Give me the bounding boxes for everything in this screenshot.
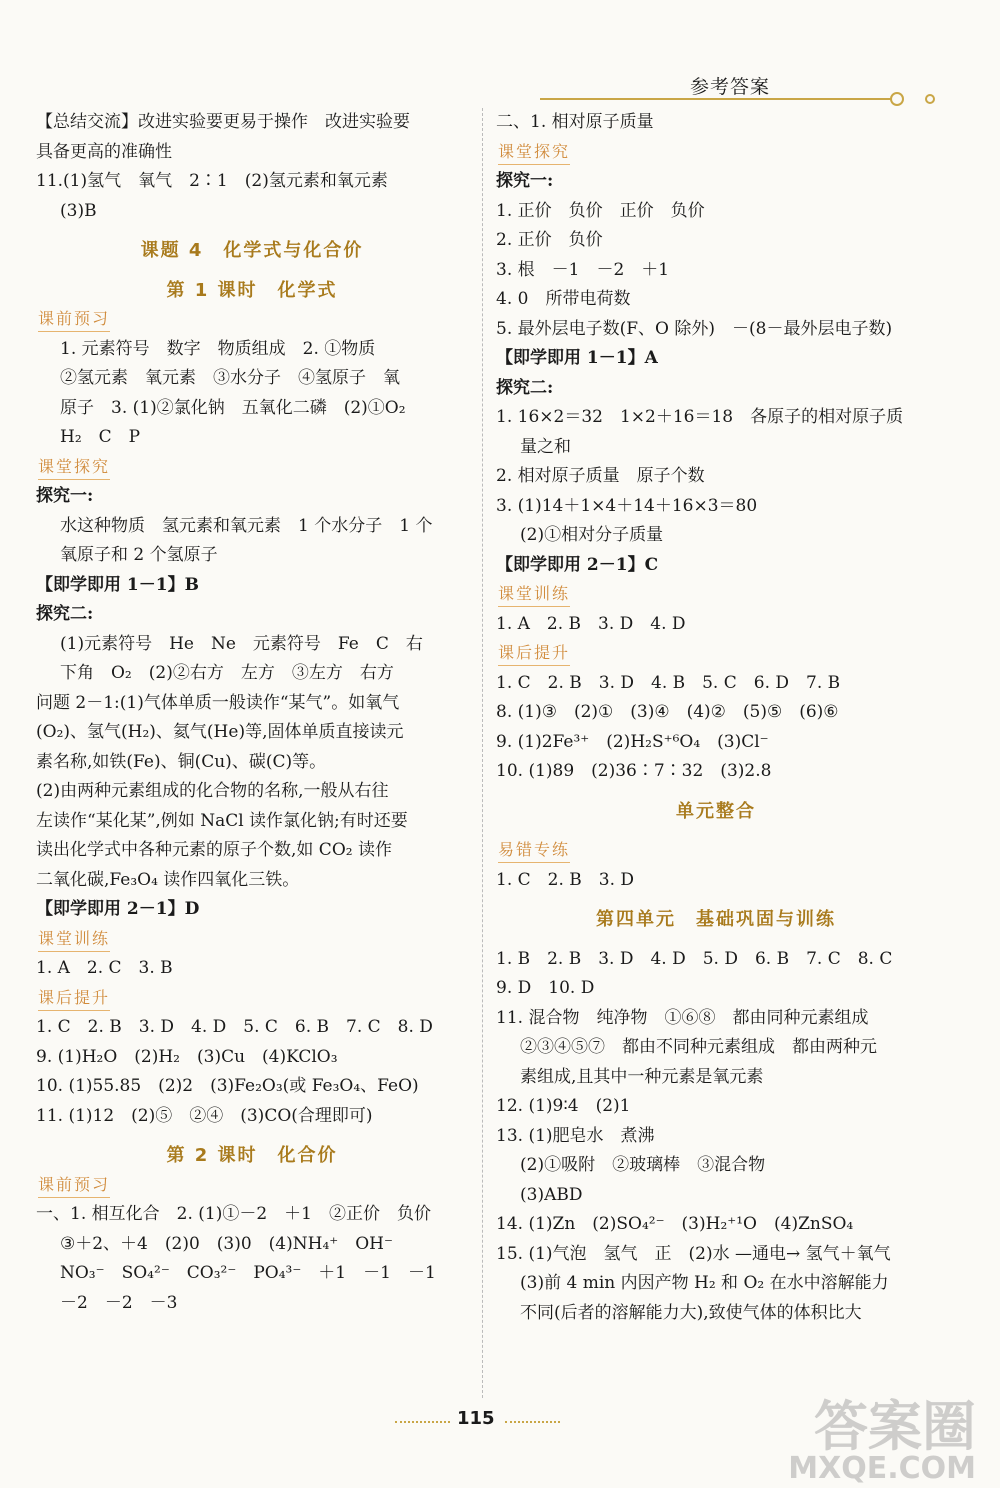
answer-line: 1. C 2. B 3. D 4. B 5. C 6. D 7. B xyxy=(496,672,841,693)
section-title: 第 1 课时 化学式 xyxy=(166,279,338,301)
answer-line: 问题 2－1:(1)气体单质一般读作“某气”。如氧气 xyxy=(36,692,400,713)
section-tag: 易错专练 xyxy=(498,838,570,863)
answer-line: 素组成,且其中一种元素是氧元素 xyxy=(520,1066,764,1087)
header-title: 参考答案 xyxy=(690,76,771,98)
section-tag-row xyxy=(496,138,936,168)
answer-line: －2 －2 －3 xyxy=(60,1292,178,1313)
answer-line: 原子 3. (1)②氯化钠 五氧化二磷 (2)①O₂ xyxy=(60,397,406,418)
answer-line: 1. C 2. B 3. D 4. D 5. C 6. B 7. C 8. D xyxy=(36,1017,433,1037)
footer-dots xyxy=(395,1421,450,1423)
answer-line: 1. A 2. C 3. B xyxy=(36,958,173,978)
answer-line: 量之和 xyxy=(520,436,571,457)
answer-line: 【即学即用 2－1】C xyxy=(496,554,659,575)
spacer xyxy=(36,226,468,236)
answer-line: 3. (1)14＋1×4＋14＋16×3＝80 xyxy=(496,495,758,516)
section-tag: 课堂训练 xyxy=(38,927,110,952)
answer-line: 9. (1)2Fe³⁺ (2)H₂S⁺⁶O₄ (3)Cl⁻ xyxy=(496,731,769,752)
answer-line: 9. (1)H₂O (2)H₂ (3)Cu (4)KClO₃ xyxy=(36,1046,338,1067)
answer-line: 不同(后者的溶解能力大),致使气体的体积比大 xyxy=(520,1302,862,1323)
answer-line: 12. (1)9∶4 (2)1 xyxy=(496,1096,631,1116)
answer-line: 探究一: xyxy=(36,486,94,506)
section-tag-row xyxy=(496,580,936,610)
answer-line: (3)ABD xyxy=(520,1184,583,1205)
footer-dots xyxy=(505,1421,560,1423)
answer-line: 素名称,如铁(Fe)、铜(Cu)、碳(C)等。 xyxy=(36,751,327,772)
section-tag-row xyxy=(36,984,468,1014)
section-tag: 课堂训练 xyxy=(498,582,570,607)
answer-line: 5. 最外层电子数(F、O 除外) －(8－最外层电子数) xyxy=(496,318,893,339)
section-tag: 课前预习 xyxy=(38,307,110,332)
answer-line: 2. 相对原子质量 原子个数 xyxy=(496,466,705,486)
spacer xyxy=(496,787,936,797)
answer-line: H₂ C P xyxy=(60,427,141,447)
answer-line: 下角 O₂ (2)②右方 左方 ③左方 右方 xyxy=(60,663,394,683)
watermark-logo-text: 答案圈 xyxy=(814,1395,976,1458)
answer-line: (2)①吸附 ②玻璃棒 ③混合物 xyxy=(520,1155,766,1175)
spacer xyxy=(496,826,936,836)
answer-line: 1. 正价 负价 正价 负价 xyxy=(496,200,705,221)
answer-line: 8. (1)③ (2)① (3)④ (4)② (5)⑤ (6)⑥ xyxy=(496,702,839,722)
answer-line: 1. A 2. B 3. D 4. D xyxy=(496,613,686,634)
watermark-url: MXQE.COM xyxy=(788,1451,976,1486)
section-tag: 课后提升 xyxy=(38,986,110,1011)
left-column xyxy=(36,108,468,1318)
section-tag: 课堂探究 xyxy=(498,140,570,165)
answer-line: 10. (1)89 (2)36∶7∶32 (3)2.8 xyxy=(496,761,772,781)
watermark xyxy=(788,1395,976,1486)
answer-line: 13. (1)肥皂水 煮沸 xyxy=(496,1125,655,1146)
section-title: 第 2 课时 化合价 xyxy=(166,1145,338,1166)
answer-line: ③＋2、＋4 (2)0 (3)0 (4)NH₄⁺ OH⁻ xyxy=(60,1233,393,1254)
section-title: 单元整合 xyxy=(676,800,756,822)
answer-line: 左读作“某化某”,例如 NaCl 读作氯化钠;有时还要 xyxy=(36,810,408,831)
answer-line: 14. (1)Zn (2)SO₄²⁻ (3)H₂⁺¹O (4)ZnSO₄ xyxy=(496,1214,854,1234)
answer-line: ②氢元素 氧元素 ③水分子 ④氢原子 氧 xyxy=(60,368,400,388)
answer-line: 水这种物质 氢元素和氧元素 1 个水分子 1 个 xyxy=(60,515,433,536)
answer-line: 【总结交流】改进实验要更易于操作 改进实验要 xyxy=(36,112,410,132)
column-divider xyxy=(482,108,483,1398)
section-tag-row xyxy=(496,836,936,866)
answer-line: 【即学即用 2－1】D xyxy=(36,899,200,919)
right-column xyxy=(496,108,936,1328)
header-ornament xyxy=(925,94,935,104)
answer-line: 【即学即用 1－1】B xyxy=(36,574,199,595)
answer-line: 1. 16×2＝32 1×2＋16＝18 各原子的相对原子质 xyxy=(496,407,904,427)
spacer xyxy=(36,266,468,276)
spacer xyxy=(496,935,936,945)
answer-line: 11. (1)12 (2)⑤ ②④ (3)CO(合理即可) xyxy=(36,1105,373,1126)
section-tag: 课堂探究 xyxy=(38,455,110,480)
answer-line: 氧原子和 2 个氢原子 xyxy=(60,545,218,565)
answer-line: 2. 正价 负价 xyxy=(496,230,603,250)
answer-line: (1)元素符号 He Ne 元素符号 Fe C 右 xyxy=(60,633,423,654)
section-title: 第四单元 基础巩固与训练 xyxy=(596,909,836,930)
section-tag-row xyxy=(36,925,468,955)
answer-line: 1. B 2. B 3. D 4. D 5. D 6. B 7. C 8. C xyxy=(496,948,893,969)
answer-line: 一、1. 相互化合 2. (1)①－2 ＋1 ②正价 负价 xyxy=(36,1204,431,1224)
answer-line: 9. D 10. D xyxy=(496,978,595,998)
answer-line: (2)①相对分子质量 xyxy=(520,525,664,545)
spacer xyxy=(36,1131,468,1141)
page-header xyxy=(540,70,940,110)
answer-line: 【即学即用 1－1】A xyxy=(496,348,658,368)
answer-line: (3)B xyxy=(60,200,97,221)
answer-line: 二氧化碳,Fe₃O₄ 读作四氧化三铁。 xyxy=(36,869,300,890)
page-footer xyxy=(395,1405,565,1439)
answer-line: 具备更高的准确性 xyxy=(36,141,172,162)
header-ornament xyxy=(890,92,904,106)
answer-line: 1. C 2. B 3. D xyxy=(496,869,635,890)
answer-line: (2)由两种元素组成的化合物的名称,一般从右往 xyxy=(36,781,389,801)
answer-line: 3. 根 －1 －2 ＋1 xyxy=(496,259,670,280)
section-tag-row xyxy=(496,639,936,669)
section-tag: 课前预习 xyxy=(38,1173,110,1198)
answer-line: 二、1. 相对原子质量 xyxy=(496,112,654,132)
section-tag-row xyxy=(36,1171,468,1201)
answer-line: (O₂)、氢气(H₂)、氦气(He)等,固体单质直接读元 xyxy=(36,722,404,742)
answer-line: 探究二: xyxy=(496,377,554,398)
header-rule xyxy=(540,98,900,100)
page-number: 115 xyxy=(457,1408,495,1429)
section-title: 课题 4 化学式与化合价 xyxy=(140,240,364,261)
answer-line: 探究一: xyxy=(496,171,554,191)
answer-line: 1. 元素符号 数字 物质组成 2. ①物质 xyxy=(60,338,376,359)
answer-line: 11.(1)氢气 氧气 2∶1 (2)氢元素和氧元素 xyxy=(36,171,388,191)
answer-line: ②③④⑤⑦ 都由不同种元素组成 都由两种元 xyxy=(520,1037,877,1057)
section-tag-row xyxy=(36,453,468,483)
answer-line: NO₃⁻ SO₄²⁻ CO₃²⁻ PO₄³⁻ ＋1 －1 －1 xyxy=(60,1263,436,1283)
answer-line: 15. (1)气泡 氢气 正 (2)水 —通电→ 氢气＋氧气 xyxy=(496,1243,891,1264)
answer-line: 11. 混合物 纯净物 ①⑥⑧ 都由同种元素组成 xyxy=(496,1007,869,1028)
answer-line: (3)前 4 min 内因产物 H₂ 和 O₂ 在水中溶解能力 xyxy=(520,1273,889,1293)
answer-line: 探究二: xyxy=(36,604,94,624)
answer-line: 4. 0 所带电荷数 xyxy=(496,289,631,309)
section-tag-row xyxy=(36,305,468,335)
section-tag: 课后提升 xyxy=(498,641,570,666)
answer-line: 10. (1)55.85 (2)2 (3)Fe₂O₃(或 Fe₃O₄、FeO) xyxy=(36,1076,419,1096)
spacer xyxy=(496,895,936,905)
answer-line: 读出化学式中各种元素的原子个数,如 CO₂ 读作 xyxy=(36,840,392,860)
